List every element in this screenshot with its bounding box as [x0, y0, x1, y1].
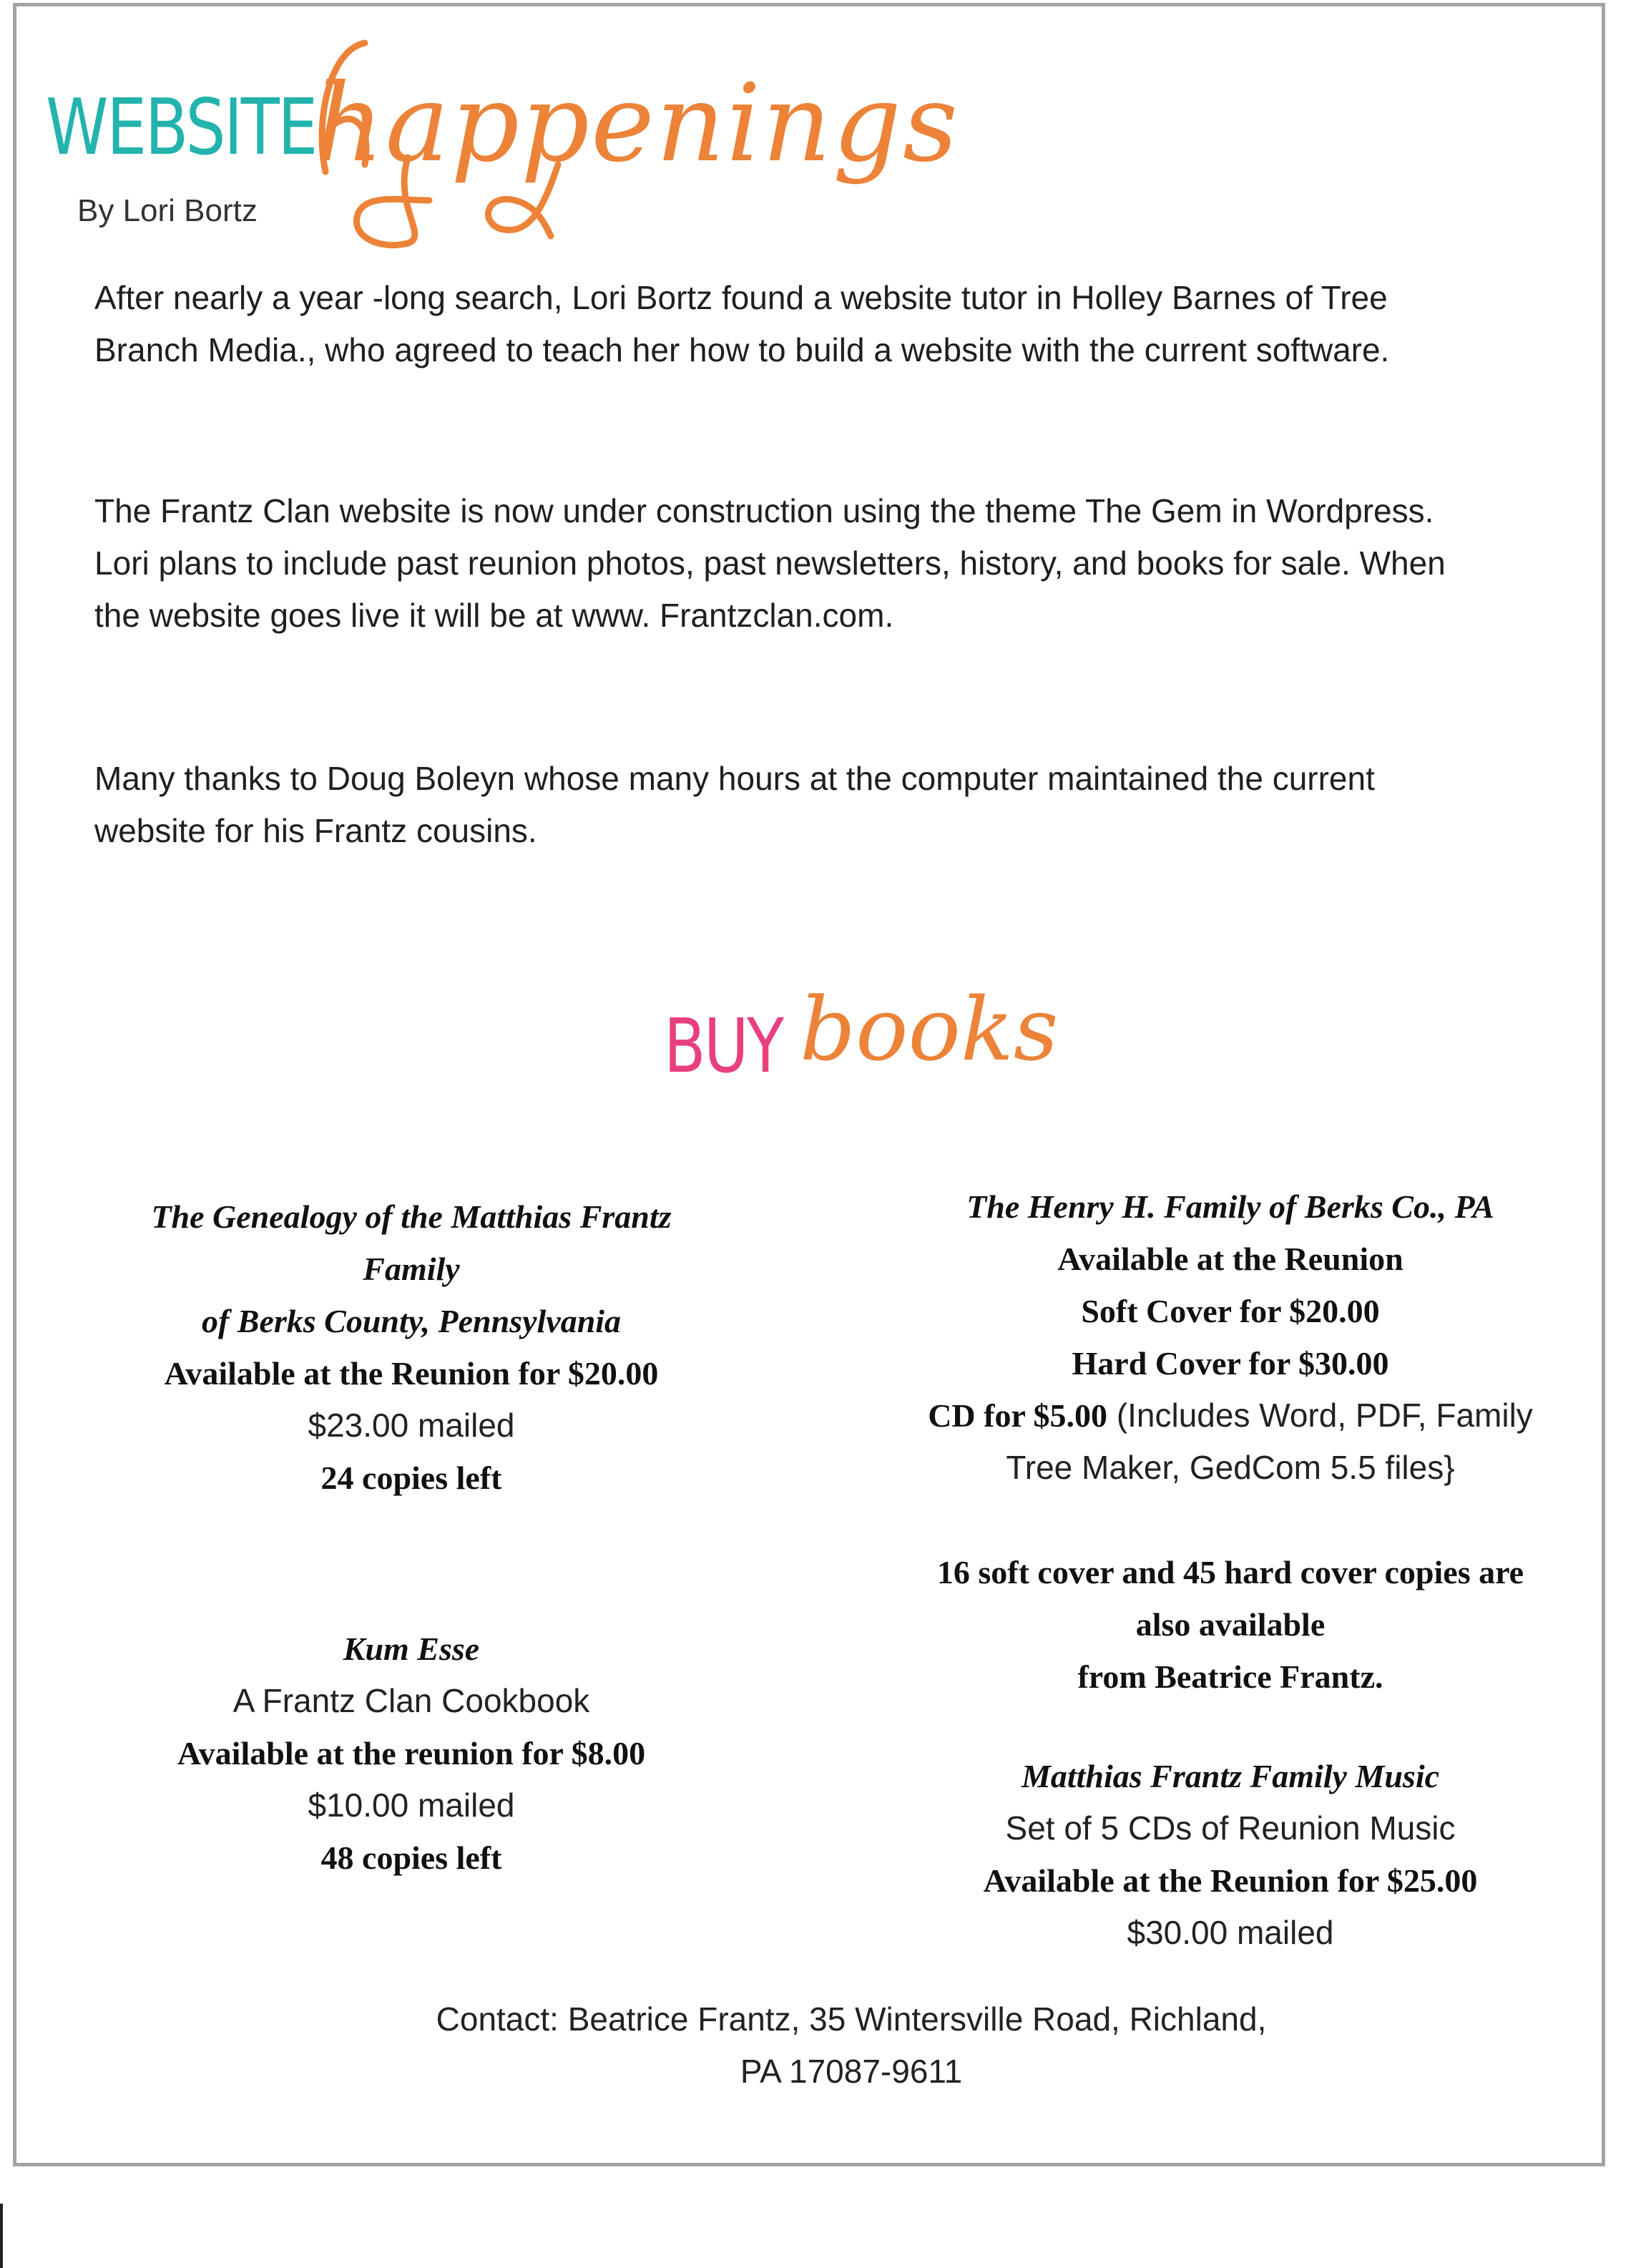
book-stock-note: 16 soft cover and 45 hard cover copies are — [936, 1554, 1524, 1590]
music-subtitle: Set of 5 CDs of Reunion Music — [1005, 1809, 1456, 1847]
music-availability: Available at the Reunion for $25.00 — [983, 1862, 1478, 1899]
book-hard-cover-price: Hard Cover for $30.00 — [1072, 1345, 1389, 1382]
book-title: The Henry H. Family of Berks Co., PA — [966, 1188, 1494, 1225]
book-cd-note: Tree Maker, GedCom 5.5 files} — [1006, 1449, 1455, 1486]
book-genealogy — [93, 1191, 730, 1504]
book-henry-family — [880, 1181, 1581, 1959]
book-title: of Berks County, Pennsylvania — [201, 1303, 622, 1339]
book-availability: Available at the reunion for $8.00 — [177, 1735, 646, 1771]
byline: By Lori Bortz — [77, 193, 258, 228]
book-copies-left: 24 copies left — [320, 1460, 502, 1496]
heading-books: books — [800, 979, 1059, 1080]
book-kum-esse — [93, 1623, 730, 1884]
book-cd-price: CD for $5.00 (Includes Word, PDF, Family — [928, 1397, 1533, 1434]
book-title: Kum Esse — [343, 1631, 480, 1667]
book-copies-left: 48 copies left — [320, 1839, 502, 1876]
book-mailed-price: $23.00 mailed — [308, 1407, 515, 1444]
music-title: Matthias Frantz Family Music — [1021, 1758, 1440, 1794]
heading-website: WEBSITE — [46, 83, 316, 172]
book-availability: Available at the Reunion for $20.00 — [164, 1355, 659, 1392]
heading-buy: BUY — [664, 1002, 783, 1090]
heading-happenings: happenings — [315, 62, 960, 186]
book-availability: Available at the Reunion — [1057, 1241, 1403, 1277]
paragraph-thanks: Many thanks to Doug Boleyn whose many hours at the computer maintained the current website for his Frantz cousins. — [94, 760, 1375, 849]
book-subtitle: A Frantz Clan Cookbook — [232, 1682, 590, 1719]
book-soft-cover-price: Soft Cover for $20.00 — [1081, 1293, 1380, 1329]
paragraph-website: The Frantz Clan website is now under construction using the theme The Gem in Wordpress. Lori plans to include past reunion photos, past newsletters, history, and books for sale. When the website goes live it will be at www. Frantzclan.com. — [94, 492, 1446, 634]
paragraph-tutor: After nearly a year -long search, Lori Bortz found a website tutor in Holley Barnes of Tree Branch Media., who agreed to teach her how to build a website with the current software. — [94, 279, 1390, 368]
edge-mark — [0, 2204, 3, 2268]
music-mailed-price: $30.00 mailed — [1127, 1914, 1334, 1951]
book-mailed-price: $10.00 mailed — [308, 1786, 515, 1824]
book-title: The Genealogy of the Matthias Frantz — [151, 1198, 672, 1235]
book-stock-note: from Beatrice Frantz. — [1077, 1658, 1383, 1695]
contact-info: Contact: Beatrice Frantz, 35 Wintersville Road, Richland, PA 17087-9611 — [436, 2000, 1267, 2090]
book-title: Family — [363, 1251, 460, 1287]
book-stock-note: also available — [1135, 1606, 1326, 1643]
